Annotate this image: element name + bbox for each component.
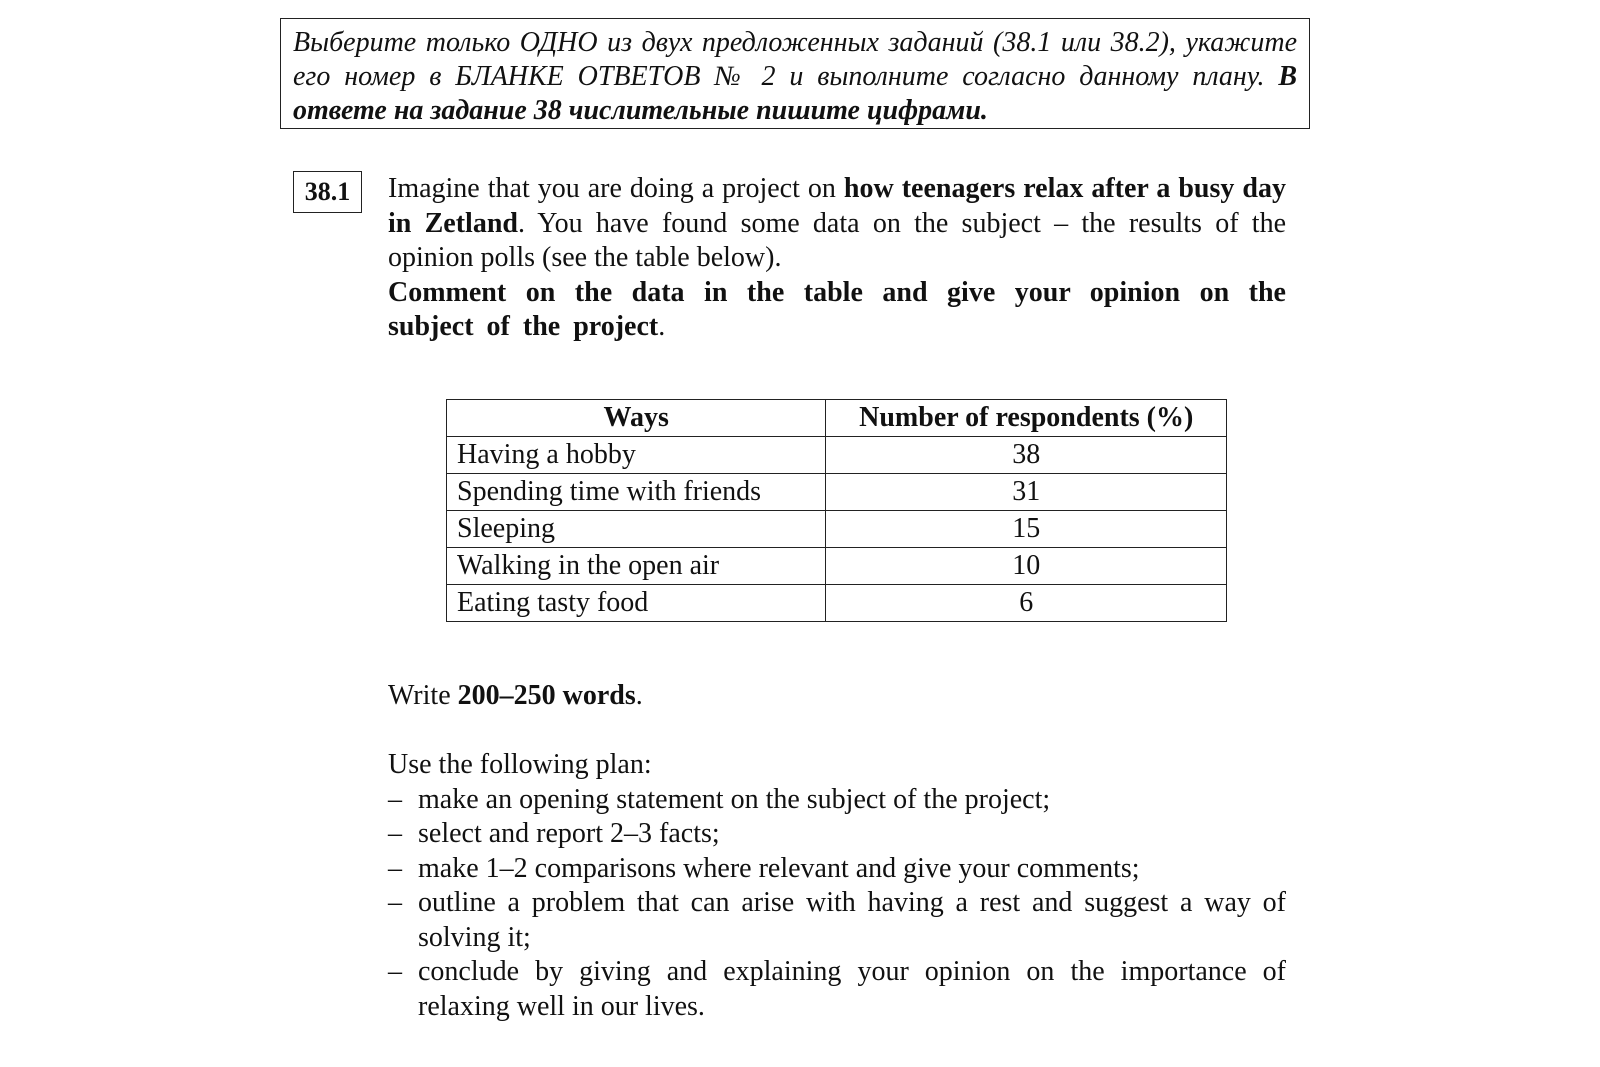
- header-respondents: Number of respondents (%): [826, 400, 1227, 437]
- dash-bullet: –: [388, 783, 402, 815]
- dash-bullet: –: [388, 818, 402, 849]
- task-topic: how teenagers relax after a busy day in Zetland: [388, 173, 1286, 239]
- task-p1-end: . You have found some data on the subject – the results of the opinion polls (see the table below).: [388, 207, 1287, 273]
- list-item: [388, 955, 1286, 1024]
- table-row: [447, 548, 1227, 585]
- list-item: [388, 783, 1286, 818]
- plan-intro: Use the following plan:: [388, 749, 652, 780]
- plan-item-text: outline a problem that can arise with having a rest and suggest a way of solving it;: [418, 887, 1286, 953]
- task-p1-start: Imagine that you are doing a project on: [388, 173, 844, 204]
- word-count: 200–250 words: [457, 680, 636, 711]
- poll-table: [446, 399, 1227, 622]
- table-cell-value: 10: [826, 548, 1227, 585]
- write-prefix: Write: [388, 680, 458, 711]
- plan-item-text: make 1–2 comparisons where relevant and give your comments;: [418, 852, 1140, 884]
- table-cell-way: Walking in the open air: [447, 548, 826, 585]
- write-suffix: .: [635, 680, 643, 711]
- dash-bullet: –: [388, 887, 402, 918]
- table-row: [447, 585, 1227, 622]
- list-item: [388, 817, 1286, 852]
- task-paragraph-2: [388, 276, 1286, 345]
- instructions-text: Выберите только ОДНО из двух предложенных заданий (38.1 или 38.2), укажите его номер в БЛАНКЕ ОТВЕТОВ № 2 и выполните согласно данному плану.: [293, 27, 1297, 92]
- table-header-row: [447, 400, 1227, 437]
- list-item: [388, 852, 1286, 887]
- task-paragraph-1: [388, 172, 1286, 276]
- dash-bullet: –: [388, 852, 402, 884]
- plan-section: [388, 748, 1286, 1024]
- plan-item-text: conclude by giving and explaining your opinion on the importance of relaxing well in our lives.: [418, 956, 1286, 1022]
- table-cell-way: Having a hobby: [447, 437, 826, 474]
- table-row: [447, 474, 1227, 511]
- task-p2-end: .: [658, 311, 666, 342]
- table-row: [447, 437, 1227, 474]
- header-ways: Ways: [447, 400, 826, 437]
- table-cell-value: 15: [826, 511, 1227, 548]
- table-cell-way: Sleeping: [447, 511, 826, 548]
- table-cell-value: 6: [826, 585, 1227, 622]
- plan-item-text: make an opening statement on the subject of the project;: [418, 783, 1051, 815]
- table-cell-way: Spending time with friends: [447, 474, 826, 511]
- instructions-bold-text: В ответе на задание 38 числительные пишите цифрами.: [293, 61, 1297, 126]
- task-number: 38.1: [293, 171, 362, 213]
- task-comment-instruction: Comment on the data in the table and give your opinion on the subject of the project: [388, 276, 1286, 342]
- task-description: [388, 172, 1286, 345]
- instructions-box: [280, 18, 1310, 129]
- word-count-instruction: [388, 679, 643, 713]
- plan-list: [388, 783, 1286, 1025]
- table-cell-way: Eating tasty food: [447, 585, 826, 622]
- dash-bullet: –: [388, 956, 402, 987]
- table-cell-value: 38: [826, 437, 1227, 474]
- table-cell-value: 31: [826, 474, 1227, 511]
- table-row: [447, 511, 1227, 548]
- list-item: [388, 886, 1286, 955]
- plan-item-text: select and report 2–3 facts;: [418, 818, 720, 849]
